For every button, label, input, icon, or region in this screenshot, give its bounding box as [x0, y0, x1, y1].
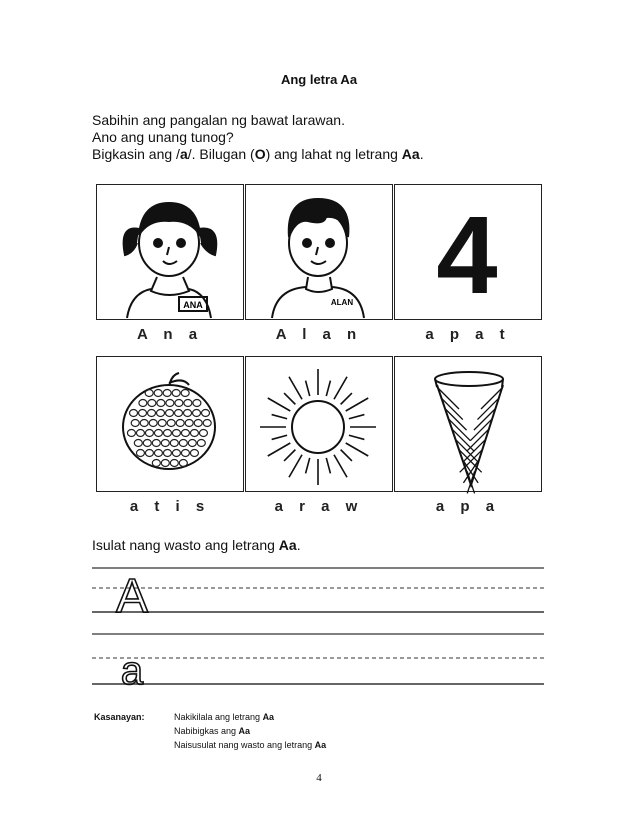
skill-text: Nabibigkas ang: [174, 726, 239, 736]
sun-ray: [326, 381, 330, 396]
sun-ray: [289, 377, 302, 400]
sun-ray: [284, 393, 295, 404]
instruction-line-2: Ano ang unang tunog?: [92, 129, 234, 145]
word-araw: a r a w: [274, 498, 364, 515]
picture-cell-alan: [245, 184, 393, 320]
sun-ray: [334, 455, 347, 478]
sun-ray: [349, 435, 364, 439]
skill-item: [174, 710, 326, 724]
tracing-letter-lower: a: [120, 649, 144, 693]
handwriting-practice-area[interactable]: [92, 560, 544, 693]
word-apa: a p a: [435, 498, 501, 515]
instruction-line-3: [92, 146, 424, 163]
skill-text: Nakikilala ang letrang: [174, 712, 263, 722]
sun-ray: [346, 398, 369, 411]
sun-ray: [306, 381, 310, 396]
sun-ray: [341, 450, 352, 461]
tracing-letter-upper: A: [115, 570, 149, 623]
sun-ray: [341, 393, 352, 404]
instruction-text: /. Bilugan (: [187, 146, 255, 162]
page-title: Ang letra Aa: [280, 72, 358, 87]
skills-footer: [94, 710, 554, 754]
sun-icon: [246, 357, 391, 490]
sun-ray: [326, 458, 330, 473]
picture-cell-apa: [394, 356, 542, 492]
boy-icon: [246, 185, 391, 318]
skills-list: [174, 710, 326, 752]
sun-ray: [334, 377, 347, 400]
girl-icon: [97, 185, 242, 318]
name-tag-ana: ANA: [183, 300, 203, 310]
name-tag-alan: ALAN: [330, 298, 354, 307]
word-ana: A n a: [136, 326, 204, 343]
writing-instruction-text: Isulat nang wasto ang letrang: [92, 537, 279, 553]
skill-item: [174, 724, 326, 738]
word-alan: A l a n: [275, 326, 363, 343]
picture-row-2: [96, 356, 542, 536]
sun-ray: [346, 443, 369, 456]
sun-ray: [268, 443, 291, 456]
picture-cell-araw: [245, 356, 393, 492]
numeral-four: 4: [436, 194, 498, 317]
writing-instruction: [92, 537, 301, 553]
atis-fruit-icon: [97, 357, 242, 490]
instruction-text: Bigkasin ang /: [92, 146, 180, 162]
page-number: 4: [316, 772, 322, 784]
instruction-bold: a: [179, 146, 188, 162]
skill-bold: Aa: [262, 712, 275, 722]
word-atis: a t i s: [129, 498, 211, 515]
sun-ray: [268, 398, 291, 411]
sun-ray: [349, 415, 364, 419]
writing-instruction-text: .: [296, 537, 301, 553]
instruction-bold: O: [254, 146, 266, 162]
handwriting-lines: [92, 560, 544, 693]
picture-row-1: [96, 184, 542, 364]
picture-cell-ana: [96, 184, 244, 320]
sun-ray: [306, 458, 310, 473]
sun-ray: [272, 415, 287, 419]
instruction-bold: Aa: [401, 146, 420, 162]
skill-bold: Aa: [238, 726, 251, 736]
sun-ray: [289, 455, 302, 478]
skills-label: Kasanayan:: [94, 712, 145, 722]
skill-bold: Aa: [314, 740, 327, 750]
picture-cell-atis: [96, 356, 244, 492]
instruction-text: .: [419, 146, 424, 162]
number-four-icon: [395, 185, 540, 318]
instruction-line-1: Sabihin ang pangalan ng bawat larawan.: [92, 112, 345, 128]
skill-item: [174, 738, 326, 752]
ice-cream-cone-icon: [395, 357, 540, 490]
skill-text: Naisusulat nang wasto ang letrang: [174, 740, 315, 750]
word-apat: a p a t: [425, 326, 511, 343]
picture-cell-apat: [394, 184, 542, 320]
instruction-text: ) ang lahat ng letrang: [265, 146, 402, 162]
cone-grid-line: [437, 387, 459, 409]
writing-instruction-bold: Aa: [278, 537, 297, 553]
sun-ray: [272, 435, 287, 439]
sun-ray: [284, 450, 295, 461]
